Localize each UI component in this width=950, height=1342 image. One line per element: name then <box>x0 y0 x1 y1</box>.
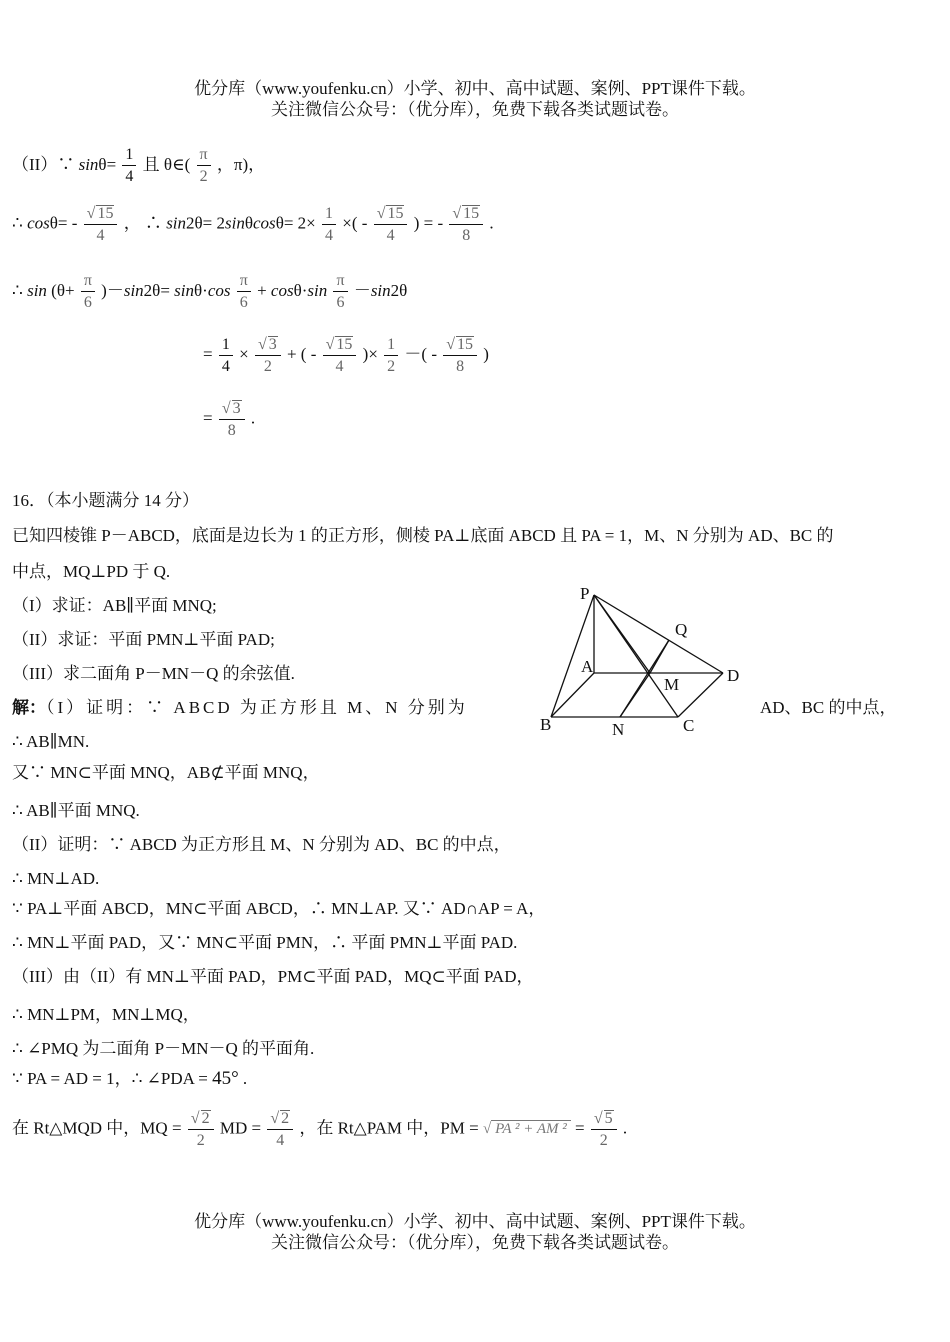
fraction-denominator: 4 <box>84 224 118 244</box>
text: + <box>257 280 267 300</box>
segment-NQ <box>620 640 669 717</box>
label-C: C <box>683 716 695 735</box>
cos-symbol: cos <box>270 280 294 300</box>
radicand: 2 <box>281 1110 290 1127</box>
radical: √ 5 <box>593 1110 613 1127</box>
fraction-denominator: 2 <box>188 1129 214 1149</box>
part2-line-5 <box>203 400 255 439</box>
radicand: PA ² + AM ² <box>491 1120 571 1137</box>
text: ) = - <box>413 213 444 233</box>
fraction <box>591 1110 617 1149</box>
solution-label: 解： <box>12 698 46 717</box>
edge-PM <box>594 595 650 673</box>
fraction <box>237 273 251 311</box>
text: θ· <box>194 280 208 300</box>
fraction <box>84 205 118 244</box>
text: (θ+ <box>51 280 75 300</box>
text: + ( - <box>286 344 317 364</box>
text: )－ <box>101 280 124 300</box>
fraction <box>322 206 336 244</box>
part2-line-1 <box>12 147 265 185</box>
fraction-numerator: π <box>83 272 92 289</box>
sin-symbol: sin <box>78 154 99 174</box>
text: MD = <box>219 1118 262 1138</box>
label-B: B <box>540 715 552 734</box>
fraction <box>267 1110 293 1149</box>
fraction-denominator: 4 <box>322 224 336 244</box>
fraction-numerator: 1 <box>221 335 230 353</box>
text: ×( - <box>342 213 368 233</box>
text: . <box>242 1069 248 1088</box>
text: . <box>489 213 494 233</box>
fraction <box>374 205 408 244</box>
sin-symbol: sin <box>27 280 47 300</box>
fraction <box>219 400 245 439</box>
radical: √ 15 <box>86 205 114 222</box>
question-part-3: （III）求二面角 P－MN－Q 的余弦值. <box>12 664 295 683</box>
sin-symbol: sin <box>225 213 245 233</box>
fraction-denominator: 6 <box>237 291 251 311</box>
angle-value: 45° <box>212 1068 239 1089</box>
fraction <box>219 337 233 375</box>
cos-symbol: cos <box>207 280 231 300</box>
text: ， ∴ <box>123 213 162 233</box>
label-N: N <box>612 720 625 739</box>
radical: √ 2 <box>190 1110 210 1127</box>
text: ，π)， <box>216 154 266 174</box>
fraction <box>188 1110 214 1149</box>
question-stem-1: 已知四棱锥 P－ABCD，底面是边长为 1 的正方形，侧棱 PA⊥底面 ABCD 且 PA = 1，M、N 分别为 AD、BC 的 <box>12 526 834 545</box>
sin-symbol: sin <box>307 280 328 300</box>
fraction-denominator: 2 <box>384 355 398 375</box>
solution-line-2: ∴ AB∥MN. <box>12 732 90 751</box>
fraction <box>384 337 398 375</box>
radicand: 15 <box>463 205 480 222</box>
solution-line-9: （III）由（II）有 MN⊥平面 PAD，PM⊂平面 PAD，MQ⊂平面 PAD， <box>12 967 534 986</box>
part2-line-2 <box>12 205 494 244</box>
text: 2θ= 2 <box>186 213 226 233</box>
text: )× <box>362 344 378 364</box>
radicand: 3 <box>268 336 277 353</box>
sin-symbol: sin <box>123 280 144 300</box>
fraction-denominator: 4 <box>323 355 357 375</box>
part2-line-4 <box>203 336 489 375</box>
fraction <box>81 273 95 311</box>
fraction-denominator: 8 <box>449 224 483 244</box>
text: ∵ PA = AD = 1，∴ ∠PDA = <box>12 1069 208 1088</box>
solution-line-10: ∴ MN⊥PM，MN⊥MQ， <box>12 1005 200 1024</box>
cos-symbol: cos <box>253 213 276 233</box>
radical: √ 2 <box>270 1110 290 1127</box>
fraction-denominator: 6 <box>333 291 347 311</box>
solution-line-7: ∵ PA⊥平面 ABCD，MN⊂平面 ABCD，∴ MN⊥AP. 又∵ AD∩AP = A， <box>12 899 546 918</box>
text: = <box>203 344 213 364</box>
radicand: 3 <box>232 400 241 417</box>
therefore-symbol: ∴ <box>12 280 23 300</box>
solution-line-1-tail: AD、BC 的中点， <box>760 698 897 717</box>
question-part-2: （II）求证：平面 PMN⊥平面 PAD; <box>12 630 275 649</box>
radicand: 2 <box>201 1110 210 1127</box>
text: θ= - <box>49 213 78 233</box>
fraction <box>255 336 281 375</box>
solution-line-12 <box>12 1068 247 1090</box>
edge-CD <box>678 673 723 717</box>
fraction <box>443 336 477 375</box>
text: θ <box>244 213 254 233</box>
radicand: 15 <box>97 205 114 222</box>
fraction-numerator: π <box>199 146 208 163</box>
edge-PD <box>594 595 723 673</box>
text: . <box>622 1118 628 1138</box>
text: 2θ= <box>143 280 170 300</box>
fraction <box>197 147 211 185</box>
solution-line-13 <box>12 1110 627 1149</box>
edge-PB <box>551 595 594 717</box>
cos-symbol: cos <box>27 213 50 233</box>
fraction-numerator: π <box>239 272 248 289</box>
radical: √ 3 <box>257 336 277 353</box>
fraction <box>323 336 357 375</box>
fraction-numerator: 1 <box>325 204 334 222</box>
fraction-denominator: 8 <box>443 355 477 375</box>
text: 且 θ∈( <box>142 154 191 174</box>
text: . <box>250 408 256 428</box>
text: θ= <box>98 154 117 174</box>
text: θ= 2× <box>275 213 316 233</box>
fraction <box>122 147 136 185</box>
label-P: P <box>580 584 590 603</box>
solution-line-8: ∴ MN⊥平面 PAD，又∵ MN⊂平面 PMN，∴ 平面 PMN⊥平面 PAD. <box>12 933 518 952</box>
fraction-denominator: 4 <box>374 224 408 244</box>
text: － <box>353 280 371 300</box>
question-stem-2: 中点，MQ⊥PD 于 Q. <box>12 562 171 581</box>
fraction-denominator: 6 <box>81 291 95 311</box>
fraction-denominator: 2 <box>591 1129 617 1149</box>
radical: √ 15 <box>376 205 404 222</box>
solution-line-4: ∴ AB∥平面 MNQ. <box>12 801 140 820</box>
text: ) <box>483 344 489 364</box>
fraction <box>333 273 347 311</box>
solution-line-3: 又∵ MN⊂平面 MNQ，AB⊄平面 MNQ， <box>12 763 320 782</box>
part-label: （II）∵ <box>12 154 75 174</box>
radicand: 15 <box>457 336 474 353</box>
text: －( - <box>404 344 437 364</box>
sin-symbol: sin <box>166 213 187 233</box>
radical: √ PA ² + AM ² <box>483 1118 571 1140</box>
label-A: A <box>581 657 594 676</box>
label-Q: Q <box>675 620 688 639</box>
footer-line-2: 关注微信公众号：（优分库），免费下载各类试题试卷。 <box>271 1233 679 1252</box>
solution-line-6: ∴ MN⊥AD. <box>12 869 100 888</box>
radical: √ 15 <box>452 205 480 222</box>
radical: √ 15 <box>325 336 353 353</box>
text: （I）证明：∵ ABCD 为正方形且 M、N 分别为 <box>46 698 468 717</box>
solution-line-11: ∴ ∠PMQ 为二面角 P－MN－Q 的平面角. <box>12 1039 315 1058</box>
label-M: M <box>664 675 680 694</box>
edge-AB <box>551 673 594 717</box>
sin-symbol: sin <box>174 280 194 300</box>
fraction-denominator: 2 <box>197 165 211 185</box>
sin-symbol: sin <box>370 280 391 300</box>
text: 2θ <box>390 280 408 300</box>
footer-line-1: 优分库（www.youfenku.cn）小学、初中、高中试题、案例、PPT课件下载。 <box>194 1212 756 1231</box>
header-line-1: 优分库（www.youfenku.cn）小学、初中、高中试题、案例、PPT课件下载。 <box>194 79 756 98</box>
therefore-symbol: ∴ <box>12 213 23 233</box>
fraction-denominator: 4 <box>122 165 136 185</box>
radicand: 15 <box>336 336 353 353</box>
fraction-denominator: 2 <box>255 355 281 375</box>
header-line-2: 关注微信公众号：（优分库），免费下载各类试题试卷。 <box>271 100 679 119</box>
fraction-numerator: 1 <box>125 146 134 163</box>
solution-line-1 <box>12 697 468 719</box>
text: = <box>203 408 213 428</box>
fraction-denominator: 4 <box>267 1129 293 1149</box>
radical: √ 3 <box>221 400 241 417</box>
radical: √ 15 <box>446 336 474 353</box>
text: × <box>239 344 249 364</box>
text: 在 Rt△MQD 中，MQ = <box>12 1118 182 1138</box>
fraction <box>449 205 483 244</box>
text: θ· <box>293 280 308 300</box>
label-D: D <box>727 666 740 685</box>
solution-line-5: （II）证明：∵ ABCD 为正方形且 M、N 分别为 AD、BC 的中点， <box>12 835 511 854</box>
pyramid-figure <box>530 578 750 746</box>
radicand: 15 <box>387 205 404 222</box>
part2-line-3 <box>12 273 407 311</box>
question-title: 16．（本小题满分 14 分） <box>12 491 199 510</box>
question-part-1: （I）求证：AB∥平面 MNQ; <box>12 596 217 615</box>
text: ，在 Rt△PAM 中，PM = <box>299 1118 479 1138</box>
text: = <box>575 1118 585 1138</box>
radicand: 5 <box>604 1110 613 1127</box>
fraction-denominator: 4 <box>219 355 233 375</box>
fraction-denominator: 8 <box>219 419 245 439</box>
fraction-numerator: 1 <box>387 335 396 353</box>
fraction-numerator: π <box>336 272 345 289</box>
